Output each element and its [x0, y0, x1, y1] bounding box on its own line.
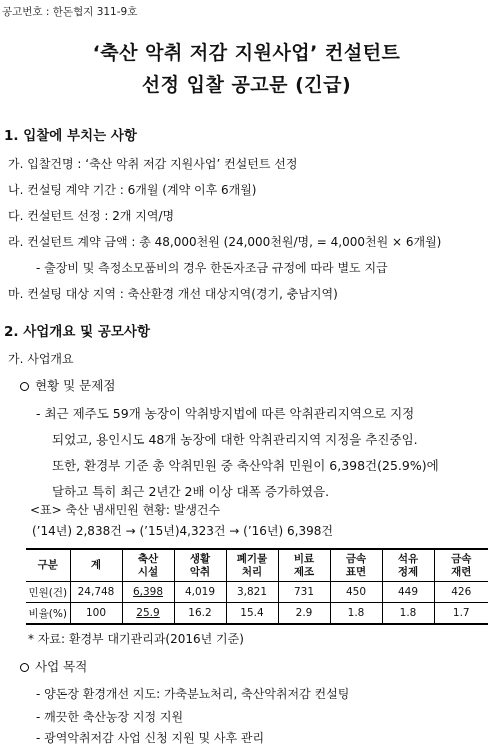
- table-header-cell: 계: [70, 549, 122, 582]
- trend-line: (’14년) 2,838건 → (’15년)4,323건 → (’16년) 6,398건: [32, 524, 333, 538]
- table-cell: 4,019: [174, 582, 226, 603]
- para-line-4: 달하고 특히 최근 2년간 2배 이상 대폭 증가하였음.: [52, 484, 330, 499]
- section1-item-a: 가. 입찰건명 : ‘축산 악취 저감 지원사업’ 컨설턴트 선정: [8, 157, 298, 171]
- section1-item-d: 라. 컨설턴트 계약 금액 : 총 48,000천원 (24,000천원/명, = 4,000천원 × 6개월): [8, 235, 442, 249]
- table-cell: 2.9: [278, 603, 330, 625]
- notice-number: 공고번호 : 한돈협지 311-9호: [2, 6, 138, 18]
- para-line-3: 또한, 환경부 기준 총 악취민원 중 축산악취 민원이 6,398건(25.9%)에: [52, 458, 439, 473]
- document-title-line1: ‘축산 악취 저감 지원사업’ 컨설턴트: [92, 42, 401, 64]
- purpose-item-2: - 깨끗한 축산농장 지정 지원: [36, 710, 184, 724]
- table-cell: 1.8: [382, 603, 434, 625]
- table-cell: 비율(%): [26, 603, 70, 625]
- table-header-row: [26, 549, 488, 582]
- section1-item-c: 다. 컨설턴트 선정 : 2개 지역/명: [8, 209, 175, 223]
- table-cell: 24,748: [70, 582, 122, 603]
- table-header-cell: 구분: [26, 549, 70, 582]
- table-cell: 25.9: [122, 603, 174, 625]
- section2-heading: 2. 사업개요 및 공모사항: [4, 324, 150, 340]
- table-header-cell: 금속 표면: [330, 549, 382, 582]
- bullet-status-label: 현황 및 문제점: [35, 378, 116, 393]
- table-cell: 16.2: [174, 603, 226, 625]
- section2-sub-a: 가. 사업개요: [8, 352, 74, 366]
- circle-bullet-icon: [20, 382, 29, 391]
- table-row: [26, 603, 488, 625]
- purpose-item-3: - 광역악취저감 사업 신청 지원 및 사후 관리: [36, 731, 265, 745]
- table-cell: 3,821: [226, 582, 278, 603]
- table-row: [26, 582, 488, 603]
- table-cell: 426: [434, 582, 488, 603]
- table-cell: 1.7: [434, 603, 488, 625]
- circle-bullet-icon: [20, 663, 29, 672]
- document-title-line2: 선정 입찰 공고문 (긴급): [141, 74, 352, 96]
- bullet-status: [20, 376, 115, 394]
- bullet-purpose: [20, 657, 87, 675]
- table-cell: 100: [70, 603, 122, 625]
- table-cell: 731: [278, 582, 330, 603]
- table-header-cell: 축산 시설: [122, 549, 174, 582]
- table-cell: 450: [330, 582, 382, 603]
- section1-item-b: 나. 컨설팅 계약 기간 : 6개월 (계약 이후 6개월): [8, 183, 257, 197]
- section1-item-e: 마. 컨설팅 대상 지역 : 축산환경 개선 대상지역(경기, 충남지역): [8, 287, 338, 301]
- table-cell: 1.8: [330, 603, 382, 625]
- section1-heading: 1. 입찰에 부치는 사항: [4, 128, 137, 144]
- table-caption: <표> 축산 냄새민원 현황: 발생건수: [30, 503, 221, 517]
- table-header-cell: 석유 정제: [382, 549, 434, 582]
- table-source: * 자료: 환경부 대기관리과(2016년 기준): [28, 632, 244, 646]
- section1-item-d-note: - 출장비 및 측정소모품비의 경우 한돈자조금 규정에 따라 별도 지급: [36, 261, 388, 275]
- table-header-cell: 금속 재련: [434, 549, 488, 582]
- table-header-cell: 생활 악취: [174, 549, 226, 582]
- purpose-item-1: - 양돈장 환경개선 지도: 가축분뇨처리, 축산악취저감 컨설팅: [36, 687, 350, 701]
- complaints-table: [26, 548, 488, 625]
- para-line-2: 되었고, 용인시도 48개 농장에 대한 악취관리지역 지정을 추진중임.: [52, 432, 418, 447]
- table-cell: 15.4: [226, 603, 278, 625]
- table-cell: 6,398: [122, 582, 174, 603]
- para-line-1: - 최근 제주도 59개 농장이 악취방지법에 따른 악취관리지역으로 지정: [36, 406, 415, 421]
- table-cell: 449: [382, 582, 434, 603]
- bullet-purpose-label: 사업 목적: [35, 659, 88, 674]
- table-header-cell: 폐기물 처리: [226, 549, 278, 582]
- table-cell: 민원(건): [26, 582, 70, 603]
- table-header-cell: 비료 제조: [278, 549, 330, 582]
